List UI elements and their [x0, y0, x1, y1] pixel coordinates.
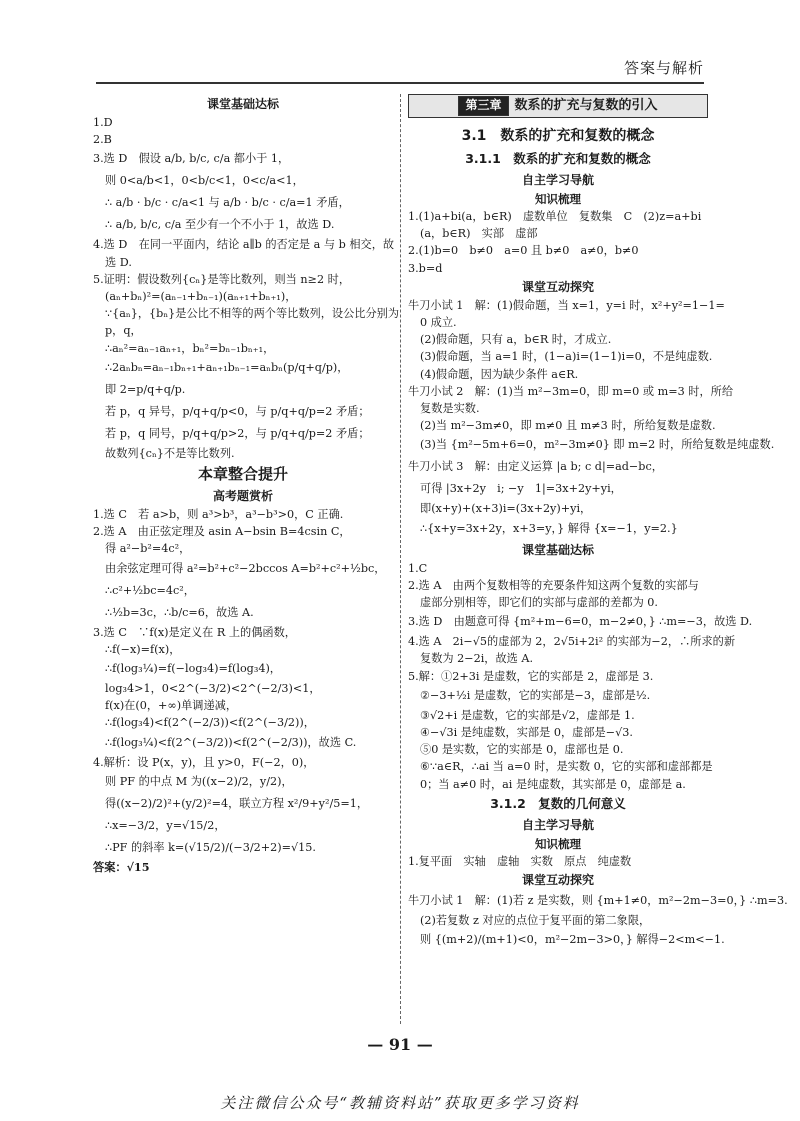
text-line: ∴2aₙbₙ=aₙ₋₁bₙ₊₁+aₙ₊₁bₙ₋₁=aₙbₙ(p/q+q/p)， [105, 360, 349, 374]
column-divider [400, 94, 401, 1024]
text-line: (a，b∈R) 实部 虚部 [420, 227, 538, 241]
text-line: ∴c²+½bc=4c²， [105, 583, 195, 597]
section-heading: 自主学习导航 [521, 817, 594, 832]
text-line: 1.选 C 若 a>b，则 a³>b³，a³−b³>0，C 正确. [93, 508, 344, 522]
subsection-title: 3.1.2 复数的几何意义 [490, 795, 626, 811]
text-line: 复数为 2−2i，故选 A. [420, 652, 534, 666]
text-line: ∴ a/b, b/c, c/a 至少有一个不小于 1，故选 D. [105, 218, 335, 232]
section-heading: 课堂基础达标 [206, 97, 279, 111]
section-heading: 课堂基础达标 [521, 542, 594, 557]
right-column [408, 94, 788, 951]
text-line: 牛刀小试 3 解：由定义运算 |a b; c d|=ad−bc， [408, 460, 663, 474]
text-line: 2.选 A 由两个复数相等的充要条件知这两个复数的实部与 [408, 578, 699, 592]
text-line: 1.C [408, 561, 428, 575]
text-line: ∴f(log₃¼)<f(2^(−3/2))<f(2^(−2/3))，故选 C. [105, 735, 357, 749]
text-line: log₃4>1，0<2^(−3/2)<2^(−2/3)<1， [105, 682, 321, 696]
text-line: 即(x+y)+(x+3)i=(3x+2y)+yi， [420, 502, 592, 516]
text-line: ∴x=−3/2，y=√15/2， [105, 818, 226, 832]
text-line: 4.选 D 在同一平面内，结论 a∥b 的否定是 a 与 b 相交，故 [93, 238, 395, 252]
text-line: 3.选 D 假设 a/b, b/c, c/a 都小于 1， [93, 152, 290, 166]
text-line: p，q， [105, 324, 142, 338]
text-line: 2.选 A 由正弦定理及 asin A−bsin B=4csin C， [93, 525, 351, 539]
text-line: 0；当 a≠0 时，ai 是纯虚数，其实部是 0，虚部是 a. [420, 777, 686, 791]
header-rule [96, 82, 704, 84]
text-line: 1.复平面 实轴 虚轴 实数 原点 纯虚数 [408, 854, 632, 868]
text-line: ∴{x+y=3x+2y，x+3=y，} 解得 {x=−1，y=2.} [420, 521, 678, 535]
text-line: 3.选 C ∵f(x)是定义在 R 上的偶函数， [93, 625, 296, 639]
text-line: 0 成立. [420, 316, 457, 330]
text-line: 即 2=p/q+q/p. [105, 382, 186, 396]
text-line: (4)假命题，因为缺少条件 a∈R. [420, 367, 579, 381]
text-line: ∴½b=3c，∴b/c=6，故选 A. [105, 605, 254, 619]
subheading: 知识梳理 [535, 192, 581, 206]
text-line: 5.证明：假设数列{cₙ}是等比数列，则当 n≥2 时， [93, 272, 351, 286]
text-line: 5.解：①2+3i 是虚数，它的实部是 2，虚部是 3. [408, 669, 654, 683]
chapter-summary-heading: 本章整合提升 [197, 465, 288, 484]
text-line: (2)当 m²−3m≠0，即 m≠0 且 m≠3 时，所给复数是虚数. [420, 419, 716, 433]
text-line: 则 0<a/b<1，0<b/c<1，0<c/a<1， [105, 174, 304, 188]
page-number: — 91 — [367, 1035, 433, 1054]
footer-promo: 关注微信公众号“教辅资料站”获取更多学习资料 [220, 1094, 580, 1112]
text-line: 3.b=d [408, 261, 443, 275]
text-line: 1.D [93, 116, 113, 129]
section-heading: 课堂互动探究 [521, 873, 594, 888]
text-line: ∴PF 的斜率 k=(√15/2)/(−3/2+2)=√15. [105, 840, 316, 854]
text-line: (3)假命题，当 a=1 时，(1−a)i=(1−1)i=0，不是纯虚数. [420, 350, 713, 364]
text-line: ⑤0 是实数，它的实部是 0，虚部也是 0. [420, 743, 624, 757]
text-line: (aₙ+bₙ)²=(aₙ₋₁+bₙ₋₁)(aₙ₊₁+bₙ₊₁)， [105, 290, 297, 304]
text-line: ∴f(−x)=f(x)， [105, 642, 181, 656]
text-line: ⑥∵a∈R，∴ai 当 a=0 时，是实数 0，它的实部和虚部都是 [420, 760, 713, 774]
text-line: ∴f(log₃4)<f(2^(−2/3))<f(2^(−3/2))， [105, 716, 315, 730]
chapter-banner [408, 94, 708, 118]
text-line: 故数列{cₙ}不是等比数列. [105, 446, 235, 460]
text-line: 若 p，q 异号，p/q+q/p<0，与 p/q+q/p=2 矛盾； [105, 404, 370, 418]
text-line: 4.解析：设 P(x，y)，且 y>0，F(−2，0)， [93, 755, 315, 769]
text-line: ∵{aₙ}，{bₙ}是公比不相等的两个等比数列，设公比分别为 [105, 307, 400, 321]
text-line: 牛刀小试 2 解：(1)当 m²−3m=0，即 m=0 或 m=3 时，所给 [408, 384, 734, 398]
text-line: ∴f(log₃¼)=f(−log₃4)=f(log₃4)， [105, 662, 281, 676]
text-line: 4.选 A 2i−√5的虚部为 2，2√5i+2i² 的实部为−2，∴所求的新 [408, 635, 736, 649]
text-line: 若 p，q 同号，p/q+q/p>2，与 p/q+q/p=2 矛盾； [105, 426, 370, 440]
text-line: 得 a²−b²=4c²， [105, 542, 191, 556]
text-line: 2.B [93, 133, 112, 147]
text-line: ②−3+½i 是虚数，它的实部是−3，虚部是½. [420, 688, 651, 702]
subsection-title: 3.1.1 数系的扩充和复数的概念 [465, 151, 651, 166]
text-line: (3)当 {m²−5m+6=0，m²−3m≠0} 即 m=2 时，所给复数是纯虚数. [420, 438, 775, 452]
chapter-title: 数系的扩充与复数的引入 [514, 98, 658, 114]
text-line: 牛刀小试 1 解：(1)假命题，当 x=1，y=i 时，x²+y²=1−1= [408, 298, 725, 312]
text-line: ∴ a/b · b/c · c/a<1 与 a/b · b/c · c/a=1 矛盾， [105, 196, 350, 210]
text-line: 选 D. [105, 255, 132, 269]
text-line: 2.(1)b=0 b≠0 a=0 且 b≠0 a≠0，b≠0 [408, 244, 639, 258]
section-title: 3.1 数系的扩充和复数的概念 [461, 128, 655, 144]
text-line: 则 PF 的中点 M 为((x−2)/2，y/2)， [105, 774, 293, 788]
left-column [93, 94, 400, 876]
page-header-title: 答案与解析 [623, 59, 704, 77]
text-line: 牛刀小试 1 解：(1)若 z 是实数，则 {m+1≠0，m²−2m−3=0，} ∴m=3. [408, 894, 788, 908]
text-line: ③√2+i 是虚数，它的实部是√2，虚部是 1. [420, 708, 635, 722]
text-line: 答案：√15 [93, 859, 150, 874]
text-line: 复数是实数. [420, 402, 480, 416]
section-heading: 自主学习导航 [521, 173, 594, 187]
section-heading: 高考题赏析 [212, 489, 273, 504]
text-line: f(x)在(0，+∞)单调递减， [105, 699, 238, 713]
text-line: ④−√3i 是纯虚数，实部是 0，虚部是−√3. [420, 726, 633, 740]
section-heading: 课堂互动探究 [521, 279, 594, 294]
text-line: 可得 |3x+2y i; −y 1|=3x+2y+yi， [420, 482, 622, 496]
text-line: 由余弦定理可得 a²=b²+c²−2bccos A=b²+c²+½bc， [105, 561, 386, 575]
text-line: 1.(1)a+bi(a，b∈R) 虚数单位 复数集 C (2)z=a+bi [408, 210, 702, 223]
text-line: 3.选 D 由题意可得 {m²+m−6=0，m−2≠0，} ∴m=−3，故选 D. [408, 615, 753, 629]
text-line: 虚部分别相等，即它们的实部与虚部的差都为 0. [420, 596, 658, 610]
text-line: 则 {(m+2)/(m+1)<0，m²−2m−3>0，} 解得−2<m<−1. [420, 933, 725, 947]
text-line: (2)若复数 z 对应的点位于复平面的第二象限， [420, 914, 651, 928]
text-line: (2)假命题，只有 a，b∈R 时，才成立. [420, 333, 612, 347]
subheading: 知识梳理 [535, 836, 581, 851]
text-line: ∴aₙ²=aₙ₋₁aₙ₊₁，bₙ²=bₙ₋₁bₙ₊₁， [105, 341, 275, 355]
text-line: 得((x−2)/2)²+(y/2)²=4，联立方程 x²/9+y²/5=1， [105, 796, 369, 810]
chapter-number: 第三章 [458, 96, 508, 115]
